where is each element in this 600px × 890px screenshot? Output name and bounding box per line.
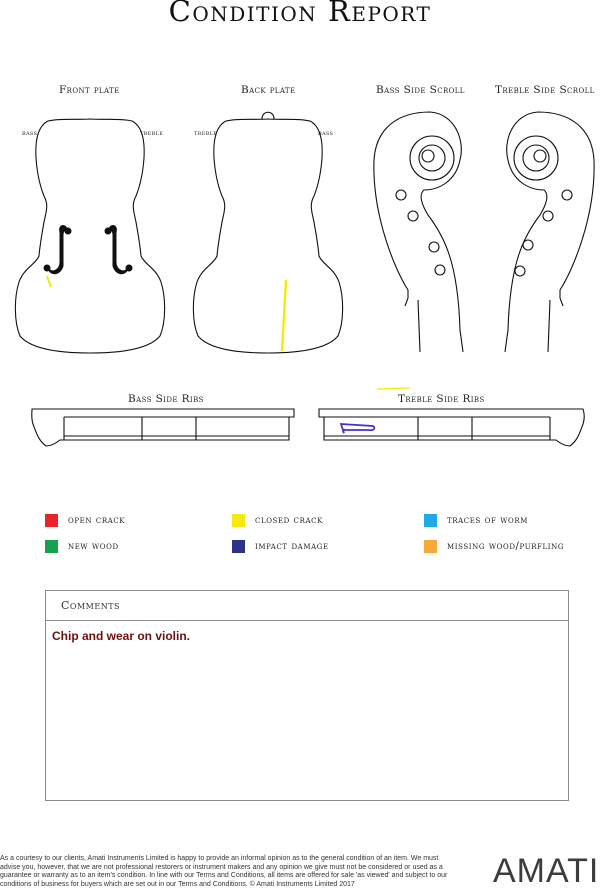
treble-side-scroll-label: Treble Side Scroll [495,84,595,96]
legend-impact-damage [232,539,329,553]
closed-crack-front [47,276,51,287]
legend-closed-crack [232,513,323,527]
front-plate-outline [15,119,164,353]
legend-traces-of-worm [424,513,528,527]
legend-new-wood-label: new wood [68,540,119,552]
impact-damage-treble-ribs [341,424,374,433]
legend-impact-damage-swatch [232,540,245,553]
back-button [262,112,274,119]
treble-scroll-outline [505,112,594,352]
front-plate-label: Front plate [59,84,120,96]
legend-impact-damage-label: impact damage [255,540,329,552]
legend-traces-of-worm-swatch [424,514,437,527]
closed-crack-ribs [377,388,410,389]
comments-box [45,590,569,801]
bass-scroll-outline [374,112,463,352]
treble-side-ribs-label: Treble Side Ribs [398,393,485,405]
legend-open-crack-label: open crack [68,514,126,526]
legend-traces-of-worm-label: traces of worm [447,514,528,526]
back-plate-outline [193,119,342,353]
legend-closed-crack-swatch [232,514,245,527]
legend-missing-wood-swatch [424,540,437,553]
disclaimer-text: As a courtesy to our clients, Amati Instruments Limited is happy to provide an informal opinion as to the general condition of an item. We must advise you, however, that we are not professional restorers or instrument makers and any opinion we give must not be considered or used as a guarantee or warranty as to an item's condition. In line with our Terms and Conditions, all items are offered for sale 'as viewed' and subject to our conditions of business for buyers which are set out in our Terms and Conditions. © Amati Instruments Limited 2017 [0,855,448,889]
comments-text[interactable]: Chip and wear on violin. [52,629,191,643]
legend-new-wood [45,539,119,553]
page-title: Condition Report [168,0,432,28]
front-bass-label: bass [22,129,38,137]
amati-logo: AMATI [493,852,600,890]
legend-open-crack [45,513,125,527]
legend-closed-crack-label: closed crack [255,514,323,526]
back-plate-label: Back plate [241,84,296,96]
bass-side-scroll-label: Bass Side Scroll [376,84,465,96]
treble-ribs-outline [319,409,584,446]
legend-missing-wood [424,539,564,553]
front-treble-label: treble [140,129,164,137]
back-bass-label: bass [318,129,334,137]
bass-ribs-outline [32,409,294,446]
legend-missing-wood-label: missing wood/purfling [447,540,565,552]
legend-open-crack-swatch [45,514,58,527]
back-treble-label: treble [194,129,218,137]
legend-new-wood-swatch [45,540,58,553]
comments-heading: Comments [46,591,568,621]
closed-crack-back [282,280,286,351]
bass-side-ribs-label: Bass Side Ribs [128,393,204,405]
